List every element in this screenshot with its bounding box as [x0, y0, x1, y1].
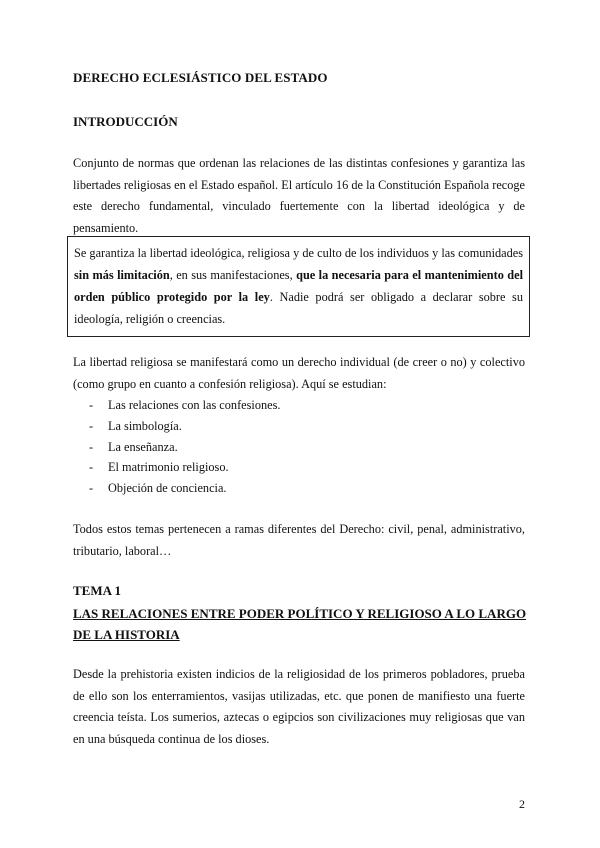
list-item-text: La enseñanza.: [108, 439, 178, 454]
branches-paragraph: Todos estos temas pertenecen a ramas diferentes del Derecho: civil, penal, administrativo, tributario, laboral…: [73, 522, 525, 558]
list-marker: -: [89, 398, 94, 412]
list-item: [89, 457, 280, 478]
quote-part-1: Se garantiza la libertad ideológica, religiosa y de culto de los individuos y las comunidades: [74, 246, 523, 260]
quote-part-3: . Nadie podrá ser obligado a declarar sobre su ideología, religión o creencias.: [74, 290, 523, 326]
liberty-paragraph: La libertad religiosa se manifestará como un derecho individual (de creer o no) y colectivo (como grupo en cuanto a confesión religiosa). Aquí se estudian:: [73, 355, 525, 391]
document-title: DERECHO ECLESIÁSTICO DEL ESTADO: [73, 70, 328, 85]
page-number: 2: [519, 797, 525, 811]
quote-bold-2: que la necesaria para el mantenimiento del orden público protegido por la ley: [74, 268, 523, 304]
list-marker: -: [89, 460, 94, 475]
list-item-text: La simbología.: [108, 418, 182, 433]
list-marker: -: [89, 418, 94, 433]
list-item: [89, 395, 280, 416]
tema-title: LAS RELACIONES ENTRE PODER POLÍTICO Y RELIGIOSO A LO LARGO DE LA HISTORIA: [73, 606, 527, 642]
constitution-quote-box: [67, 236, 530, 337]
list-item: [89, 416, 280, 437]
list-item: [89, 437, 280, 458]
list-marker: -: [89, 439, 94, 454]
quote-bold-1: sin más limitación: [74, 268, 170, 282]
tema-label: TEMA 1: [73, 583, 122, 598]
study-items-list: [89, 395, 280, 499]
list-item: [89, 478, 280, 499]
section-heading: INTRODUCCIÓN: [73, 114, 178, 129]
history-paragraph: Desde la prehistoria existen indicios de la religiosidad de los primeros pobladores, prueba de ello son los enterramientos, vasijas utilizadas, etc. que ponen de manifiesto una fuerte creencia teísta. Los sumerios, aztecas o egipcios son civilizaciones muy religiosas que van en una búsqueda continua de los dioses.: [73, 667, 525, 746]
intro-paragraph: Conjunto de normas que ordenan las relaciones de las distintas confesiones y garantiza las libertades religiosas en el Estado español. El artículo 16 de la Constitución Española recoge este derecho fundamental, vinculado fuertemente con la libertad ideológica y de pensamiento.: [73, 156, 525, 235]
list-item-text: El matrimonio religioso.: [108, 460, 229, 475]
list-marker: -: [89, 481, 94, 496]
constitution-quote-text: [74, 242, 523, 330]
quote-part-2: , en sus manifestaciones,: [169, 268, 297, 282]
list-item-text: Las relaciones con las confesiones.: [108, 398, 281, 412]
list-item-text: Objeción de conciencia.: [108, 481, 227, 496]
